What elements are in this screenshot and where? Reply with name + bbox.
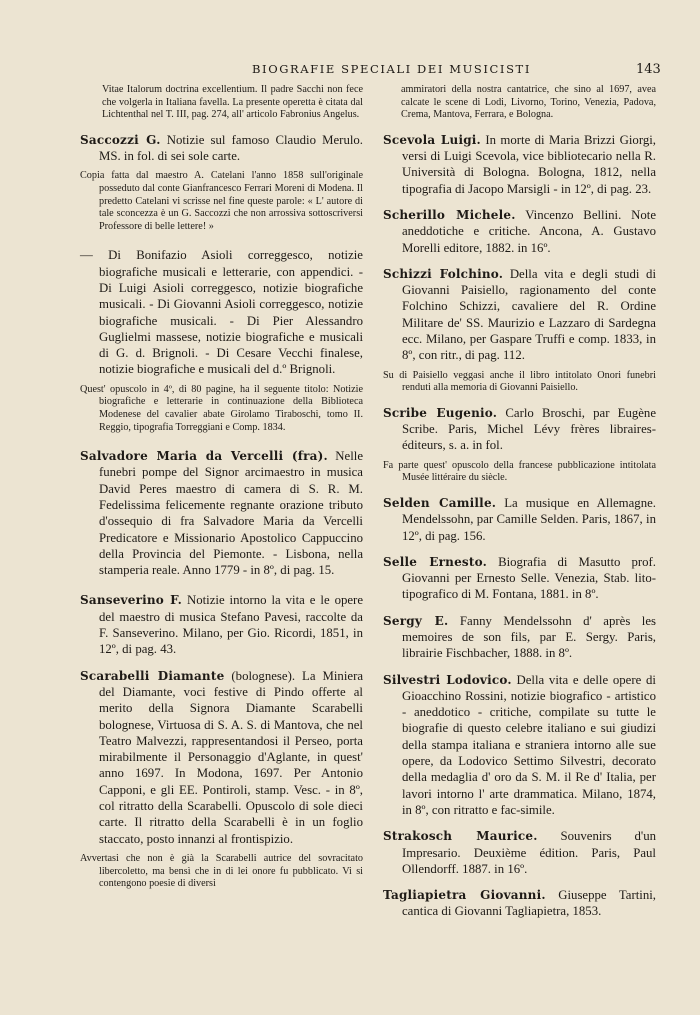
entry-scribe <box>383 405 656 454</box>
entry-text: La musique en Allemagne. Mendelssohn, par Camille Selden. Paris, 1867, in 12º, di pag. 156. <box>402 495 656 543</box>
note-schizzi: Su di Paisiello veggasi anche il libro intitolato Onori funebri renduti alla memoria di Giovanni Paisiello. <box>383 369 656 394</box>
entry-sergy <box>383 613 656 662</box>
note-scarabelli: Avvertasi che non è già la Scarabelli autrice del sovracitato libercoletto, ma bensì che in di lei onore fu pubblicato. Vi si contengono poesie di diversi <box>80 852 363 890</box>
note-scribe: Fa parte quest' opuscolo della francese pubblicazione intitolata Musée littéraire du siècle. <box>383 459 656 484</box>
entry-text: Biografia di Masutto prof. Giovanni per Ernesto Selle. Venezia, Stab. lito-tipografico di M. Fontana, 1881. in 8º. <box>402 554 656 602</box>
entry-heading: Saccozzi G. <box>80 132 161 147</box>
running-header: BIOGRAFIE SPECIALI DEI MUSICISTI <box>252 62 531 76</box>
entry-scarabelli <box>80 668 363 847</box>
entry-strakosch <box>383 828 656 877</box>
entry-text: Souvenirs d'un Impresario. Deuxième édition. Paris, Paul Ollendorff. 1887. in 16º. <box>402 829 656 876</box>
entry-text: Giuseppe Tartini, cantica di Giovanni Tagliapietra, 1853. <box>402 888 657 919</box>
note-saccozzi: Copia fatta dal maestro A. Catelani l'anno 1858 sull'originale posseduto dal conte Gianfrancesco Ferrari Moreni di Modena. Il predetto Catelani vi scrisse nel fine queste parole: « L' autore di tale sconcezza è un G. Saccozzi che non arrossiva sottoscriversi Professore di belle lettere! » <box>80 170 363 232</box>
page-number: 143 <box>636 62 661 77</box>
entry-text: Della vita e delle opere di Gioacchino Rossini, notizie biografico - artistico - aneddotico - critiche, compilate su tutte le biografie di questo celebre italiano e sui giudizi della stampa italiana e straniera intorno alle sue opere, da Lodovico Settimo Silvestri, decorato della medaglia d' oro da S. M. il Re d' Italia, per lavori intorno l' arte drammatica. Milano, 1874, in 8º, con ritratto e fac-simile. <box>402 672 656 817</box>
entry-heading: Selden Camille. <box>383 495 497 510</box>
entry-heading: Schizzi Folchino. <box>383 266 504 281</box>
entry-heading: Silvestri Lodovico. <box>383 672 512 687</box>
entry-text: (bolognese). La Miniera del Diamante, voci festive di Pindo offerte al merito della Signora Diamante Scarabelli bolognese, Virtuosa di S. A. S. di Mantova, che nel Teatro Malvezzi, rappresentandosi il Perseo, porta mirabilmente il Personaggio d'Aglante, in quest' anno 1697. In Modona, 1697. Per Antonio Capponi, e gli EE. Pontiroli, stamp. Vesc. - in 8º, col ritratto della Scarabelli. Opuscolo di sole dieci carte. Il ritratto della Scarabelli è in un foglio staccato, posto innanzi al frontispizio. <box>99 668 364 846</box>
entry-heading: Scribe Eugenio. <box>383 405 498 420</box>
entry-selden <box>383 495 656 544</box>
continued-note: ammiratori della nostra cantatrice, che sino al 1697, avea calcate le scene di Lodi, Livorno, Torino, Venezia, Padova, Crema, Mantova, Ferrara, e Bologna. <box>401 84 656 121</box>
entry-text: Notizie sul famoso Claudio Merulo. MS. in fol. di sei sole carte. <box>99 132 363 164</box>
continued-note: Vitae Italorum doctrina excellentium. Il padre Sacchi non fece che volgerla in Italiana favella. La presente operetta è citata dal Lichtenthal nel T. III, pag. 274, all' articolo Fabronius Angelus. <box>102 84 363 121</box>
entry-tagliapietra <box>383 887 656 920</box>
entry-sanseverino <box>80 592 363 657</box>
entry-scherillo <box>383 207 656 256</box>
entry-heading: Sanseverino F. <box>80 593 182 608</box>
entry-asioli: — Di Bonifazio Asioli correggesco, notizie biografiche musicali e letterarie, con appendici. - Di Luigi Asioli correggesco, notizie biografiche musicali. - Di Giovanni Asioli correggesco, notizie biografiche musicali. - Di Pier Alessandro Guglielmi massese, notizie biografiche e musicali di G. d. Brignoli. - Di Cesare Vecchi finalese, notizie biografiche e musicali del d.º Brignoli. <box>80 248 363 377</box>
entry-salvadore <box>80 448 363 578</box>
entry-saccozzi <box>80 132 363 165</box>
entry-heading: Tagliapietra Giovanni. <box>383 888 546 903</box>
entry-text: Nelle funebri pompe del Signor arcimaestro in musica David Peres maestro di camera di S. R. M. Fedelissima felicemente regnante orazione tributo d'ossequio di fra Salvadore Maria da Vercelli Predicatore e Missionario Apostolico Cappuccino della Provincia del Piemonte. - Lisbona, nella stamperia reale. Anno 1779 - in 8º, di pag. 15. <box>99 449 363 578</box>
entry-heading: Scarabelli Diamante <box>80 668 225 683</box>
right-column <box>383 84 656 920</box>
entry-text: Della vita e degli studi di Giovanni Paisiello, ragionamento del conte Folchino Schizzi, cavaliere del R. Ordine Militare de' SS. Maurizio e Lazzaro di Sardegna ecc. Milano, per Gaspare Truffi e comp. 1833, in 8º, con ritr., di pag. 112. <box>402 266 656 363</box>
entry-text: Fanny Mendelssohn d' après les memoires de son fils, par E. Sergy. Paris, librairie Fischbacher, 1888. in 8º. <box>402 613 657 661</box>
entry-heading: Strakosch Maurice. <box>383 829 538 844</box>
entry-heading: Scevola Luigi. <box>383 132 481 147</box>
entry-heading: Sergy E. <box>383 613 449 628</box>
entry-silvestri <box>383 672 656 819</box>
entry-heading: Scherillo Michele. <box>383 207 516 222</box>
entry-selle <box>383 554 656 603</box>
left-column <box>80 84 363 891</box>
entry-scevola <box>383 132 656 197</box>
entry-heading: Salvadore Maria da Vercelli (fra). <box>80 449 328 464</box>
entry-text: Carlo Broschi, par Eugène Scribe. Paris, Michel Lévy frères libraires-éditeurs, s. a. in fol. <box>402 405 657 453</box>
entry-schizzi <box>383 266 656 364</box>
entry-text: In morte di Maria Brizzi Giorgi, versi di Luigi Scevola, vice bibliotecario nella R. Università di Bologna. Bologna, 1812, nella tipografia di Jacopo Marsigli - in 12º, di pag. 23. <box>402 132 657 196</box>
note-asioli: Quest' opuscolo in 4º, di 80 pagine, ha il seguente titolo: Notizie biografiche e letterarie in continuazione della Biblioteca Modenese del cavalier abate Girolamo Tiraboschi, tomo II. Reggio, tipografia Torreggiani e Comp. 1834. <box>80 383 363 433</box>
entry-text: Vincenzo Bellini. Note aneddotiche e critiche. Ancona, A. Gustavo Morelli editore, 1882. in 16º. <box>402 207 657 255</box>
entry-text: Notizie intorno la vita e le opere del maestro di musica Stefano Pavesi, raccolte da F. Sanseverino. Milano, per Gio. Ricordi, 1851, in 12º, di pag. 43. <box>99 593 364 657</box>
entry-heading: Selle Ernesto. <box>383 554 487 569</box>
